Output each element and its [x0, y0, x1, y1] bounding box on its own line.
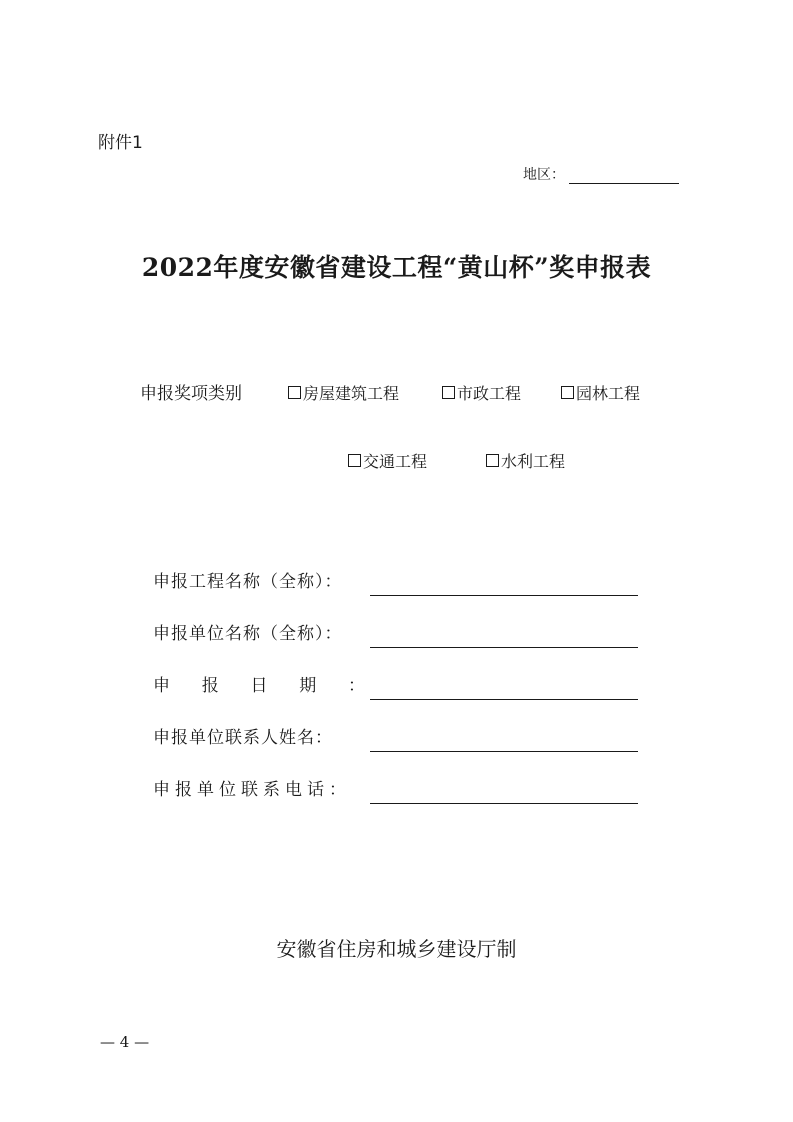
region-label: 地区： — [523, 167, 565, 183]
project-name-label: 申报工程名称（全称）： — [153, 572, 343, 592]
contact-phone-label: 申报单位联系电话： — [153, 780, 351, 800]
checkbox-icon[interactable] — [561, 386, 574, 399]
applicant-unit-label: 申报单位名称（全称）： — [153, 624, 343, 644]
contact-name-input[interactable] — [370, 751, 638, 752]
region-field — [523, 164, 679, 184]
application-date-label: 申 报 日 期 ： — [153, 676, 365, 696]
option-transportation-engineering[interactable]: 交通工程 — [348, 449, 427, 472]
option-building-engineering[interactable]: 房屋建筑工程 — [288, 381, 399, 404]
checkbox-icon[interactable] — [348, 454, 361, 467]
applicant-unit-input[interactable] — [370, 647, 638, 648]
contact-phone-input[interactable] — [370, 803, 638, 804]
form-title: 2022年度安徽省建设工程“黄山杯”奖申报表 — [141, 253, 652, 282]
project-name-input[interactable] — [370, 595, 638, 596]
option-landscape-engineering[interactable]: 园林工程 — [561, 381, 640, 404]
contact-name-label: 申报单位联系人姓名： — [153, 728, 333, 748]
issuer-name: 安徽省住房和城乡建设厅制 — [276, 937, 517, 961]
award-category-label: 申报奖项类别 — [140, 384, 242, 404]
checkbox-icon[interactable] — [486, 454, 499, 467]
region-input-line[interactable] — [569, 169, 679, 184]
page-number: — 4 — — [100, 1033, 150, 1051]
checkbox-icon[interactable] — [442, 386, 455, 399]
application-date-input[interactable] — [370, 699, 638, 700]
option-water-conservancy-engineering[interactable]: 水利工程 — [486, 449, 565, 472]
attachment-label: 附件1 — [98, 133, 143, 153]
checkbox-icon[interactable] — [288, 386, 301, 399]
option-municipal-engineering[interactable]: 市政工程 — [442, 381, 521, 404]
